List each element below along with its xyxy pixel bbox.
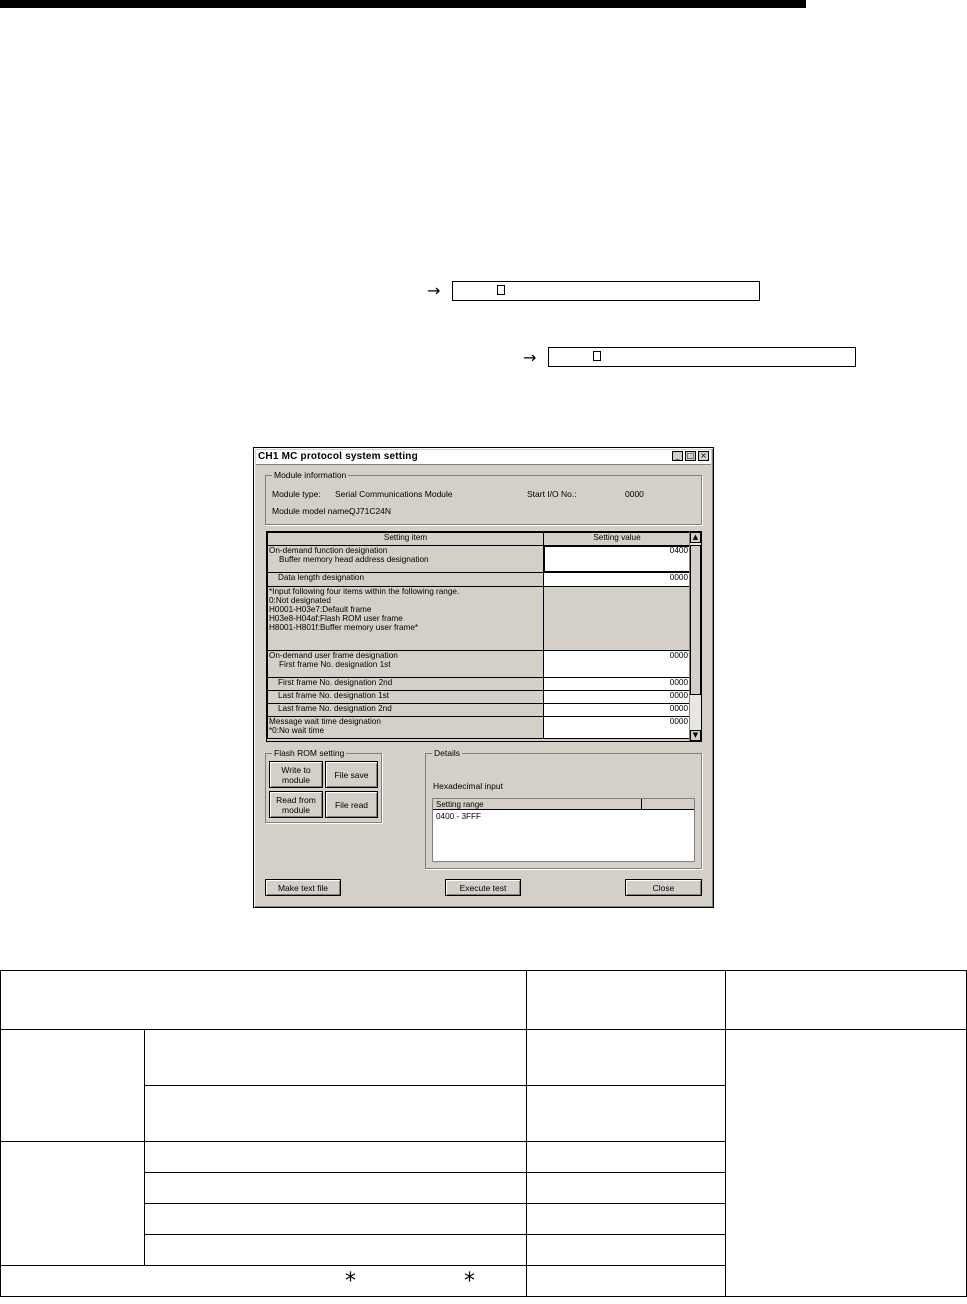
scroll-down-icon[interactable]: ▼ [690, 730, 701, 741]
close-icon[interactable]: × [698, 451, 709, 461]
setting-value-input[interactable]: 0000 [544, 704, 691, 717]
row-label: Last frame No. designation 1st [268, 691, 544, 704]
menu-path-box [452, 281, 760, 301]
flash-rom-legend: Flash ROM setting [274, 748, 345, 758]
table-row [1, 1030, 967, 1086]
setting-value-input[interactable]: 0000 [544, 691, 691, 704]
file-save-button[interactable]: File save [325, 761, 378, 788]
col-setting-item: Setting item [268, 533, 544, 546]
module-model-label: Module model name: [272, 506, 352, 516]
setting-value-input[interactable]: 0000 [544, 717, 691, 739]
row-label: Message wait time designation [269, 717, 381, 726]
placeholder-square-icon [593, 351, 601, 361]
col-setting-range [433, 799, 642, 810]
minimize-icon[interactable]: _ [672, 451, 683, 461]
scroll-thumb[interactable] [690, 545, 701, 695]
start-io-label: Start I/O No.: [527, 489, 577, 499]
table-row [268, 678, 691, 691]
row-sublabel: First frame No. designation 1st [279, 660, 391, 669]
module-info-legend: Module information [274, 470, 347, 480]
asterisk-marker: * [345, 1269, 356, 1294]
row-label: Last frame No. designation 2nd [268, 704, 544, 717]
module-type-label: Module type: [272, 489, 321, 499]
close-button[interactable]: Close [625, 879, 702, 896]
vertical-scrollbar[interactable] [689, 532, 701, 741]
title-bar [256, 450, 711, 465]
row-sublabel: *0:No wait time [269, 726, 325, 735]
arrow-icon: → [427, 281, 441, 300]
note-line: 0:Not designated [269, 596, 331, 605]
row-label: On-demand function designation [269, 546, 388, 555]
scroll-up-icon[interactable]: ▲ [690, 532, 701, 543]
read-from-module-button[interactable] [269, 791, 323, 818]
setting-range-list [432, 798, 695, 862]
make-text-file-button[interactable]: Make text file [265, 879, 341, 896]
read-from-module-label: module [282, 804, 310, 815]
input-type-label: Hexadecimal input [433, 781, 503, 791]
table-row [268, 704, 691, 717]
range-value: 0400 - 3FFF [436, 812, 482, 821]
table-row [268, 587, 691, 651]
settings-grid [266, 531, 702, 742]
table-row [268, 651, 691, 678]
placeholder-square-icon [497, 285, 505, 295]
col-setting-range-label: Setting range [436, 800, 484, 809]
row-label: Data length designation [268, 573, 544, 587]
file-read-button[interactable]: File read [325, 791, 378, 818]
write-to-module-label: Write to [281, 764, 311, 775]
table-row [268, 573, 691, 587]
setting-value-input[interactable]: 0000 [544, 573, 691, 587]
note-line: *Input following four items within the following range. [269, 587, 460, 596]
read-from-module-label: Read from [276, 794, 316, 805]
module-info-group [265, 470, 702, 525]
setting-value-input[interactable]: 0400 [544, 546, 691, 573]
note-line: H03e8-H04af:Flash ROM user frame [269, 614, 403, 623]
details-legend: Details [434, 748, 460, 758]
row-label: On-demand user frame designation [269, 651, 398, 660]
write-to-module-label: module [282, 774, 310, 785]
table-row [268, 717, 691, 739]
module-type-value: Serial Communications Module [335, 489, 453, 499]
reference-table [0, 970, 967, 1297]
note-line: H8001-H801f:Buffer memory user frame* [269, 623, 419, 632]
table-header-row [1, 971, 967, 1030]
module-model-value: QJ71C24N [349, 506, 392, 516]
mc-protocol-dialog [253, 447, 714, 908]
note-line: H0001-H03e7:Default frame [269, 605, 372, 614]
details-group [425, 748, 702, 869]
arrow-icon: → [523, 348, 537, 367]
table-row [268, 691, 691, 704]
execute-test-button[interactable]: Execute test [445, 879, 521, 896]
col-blank [642, 799, 694, 810]
row-label: First frame No. designation 2nd [268, 678, 544, 691]
write-to-module-button[interactable] [269, 761, 323, 788]
dialog-title: CH1 MC protocol system setting [258, 451, 418, 462]
maximize-icon[interactable]: □ [686, 451, 695, 460]
row-sublabel: Buffer memory head address designation [279, 555, 429, 564]
menu-path-box [548, 347, 856, 367]
start-io-value: 0000 [625, 489, 644, 499]
flash-rom-group [265, 748, 382, 823]
table-row [268, 546, 691, 573]
asterisk-marker: * [464, 1269, 475, 1294]
col-setting-value: Setting value [544, 533, 691, 546]
setting-value-input[interactable]: 0000 [544, 651, 691, 678]
page-header-bar [0, 0, 806, 8]
setting-value-input[interactable]: 0000 [544, 678, 691, 691]
